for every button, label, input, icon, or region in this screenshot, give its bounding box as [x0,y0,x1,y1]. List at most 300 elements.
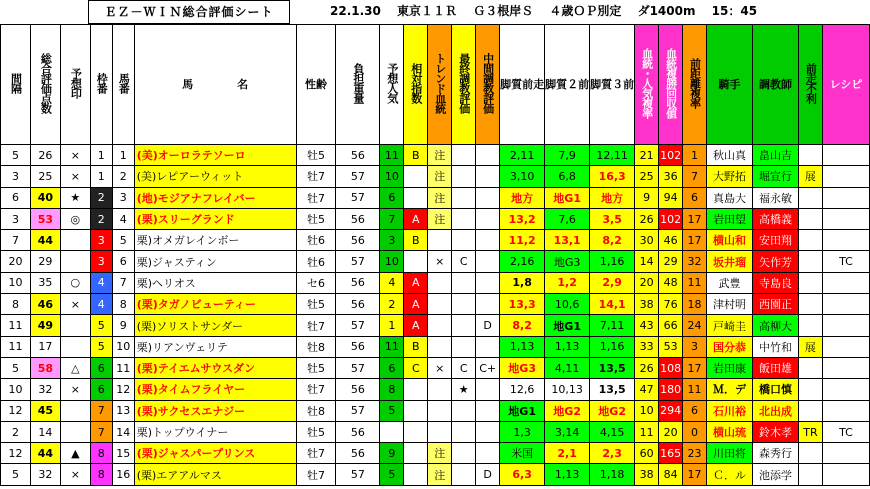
leg-3prev-cell: 12,11 [590,145,635,166]
trainer-cell: 福永敏 [752,187,798,208]
leg-3prev-cell: 1,16 [590,336,635,357]
frame-cell: 5 [90,315,112,336]
leg-prev-cell: 8,2 [500,315,545,336]
leg-3prev-cell: 13,5 [590,357,635,378]
leg-prev-cell: 2,16 [500,251,545,272]
trend-cell [428,272,452,293]
final-training-cell [452,315,476,336]
popularity-cell: 10 [380,251,404,272]
frame-cell: 3 [90,230,112,251]
leg-3prev-cell: 14,1 [590,294,635,315]
horse-number-cell: 16 [112,464,134,485]
horse-name-cell: 栗)オメガレインボー [134,230,296,251]
score-cell: 46 [30,294,60,315]
recipe-cell: TC [822,251,869,272]
score-cell: 14 [30,421,60,442]
recipe-cell [822,230,869,251]
horse-number-cell: 13 [112,400,134,421]
trend-cell: 注 [428,208,452,229]
score-cell: 53 [30,208,60,229]
weight-cell: 57 [336,400,380,421]
leg-2prev-cell: 地G3 [545,251,590,272]
interval-cell: 10 [1,272,31,293]
blood-popularity-cell: 21 [635,145,659,166]
final-training-cell: ★ [452,379,476,400]
jockey-cell: Ｍ．デ [707,379,753,400]
jockey-cell: 秋山真 [707,145,753,166]
popularity-cell: 11 [380,145,404,166]
trend-cell: × [428,357,452,378]
col-frame-number: 枠番 [90,25,112,145]
relative-index-cell: A [404,294,428,315]
frame-cell: 3 [90,251,112,272]
sex-age-cell: 牡5 [296,294,336,315]
final-training-cell [452,464,476,485]
mark-cell [60,251,90,272]
blood-recovery-cell: 94 [659,187,683,208]
blood-popularity-cell: 11 [635,421,659,442]
horse-row [1,294,870,315]
horse-name-cell: 栗)ジャスティン [134,251,296,272]
weight-cell: 57 [336,187,380,208]
frame-cell: 7 [90,421,112,442]
trainer-cell: 飯田雄 [752,357,798,378]
prev-disadvantage-cell [798,208,822,229]
col-mid-training: 中間調教評価 [476,25,500,145]
horse-number-cell: 4 [112,208,134,229]
score-cell: 44 [30,230,60,251]
col-leg-3prev: 脚質３前 [590,25,635,145]
sex-age-cell: 牡8 [296,336,336,357]
col-weight: 負担重量 [336,25,380,145]
mark-cell: × [60,145,90,166]
blood-popularity-cell: 9 [635,187,659,208]
prev-disadvantage-cell [798,443,822,464]
interval-cell: 11 [1,336,31,357]
col-blood-popularity: 血統・人気複率 [635,25,659,145]
prev-disadvantage-cell [798,294,822,315]
leg-2prev-cell: 7,9 [545,145,590,166]
col-horse-number: 馬番 [112,25,134,145]
prev-disadvantage-cell [798,230,822,251]
leg-prev-cell: 地G3 [500,357,545,378]
horse-row [1,379,870,400]
leg-2prev-cell: 1,13 [545,336,590,357]
prev-distance-cell: 17 [683,230,707,251]
trainer-cell: 鈴木孝 [752,421,798,442]
blood-popularity-cell: 25 [635,166,659,187]
blood-recovery-cell: 20 [659,421,683,442]
horse-number-cell: 8 [112,294,134,315]
interval-cell: 11 [1,315,31,336]
blood-popularity-cell: 26 [635,357,659,378]
leg-2prev-cell: 13,1 [545,230,590,251]
mark-cell: × [60,379,90,400]
horse-row [1,315,870,336]
col-horse-name: 馬 名 [134,25,296,145]
sex-age-cell: 牡8 [296,400,336,421]
frame-cell: 1 [90,145,112,166]
leg-2prev-cell: 7,6 [545,208,590,229]
relative-index-cell [404,464,428,485]
recipe-cell [822,357,869,378]
col-leg-2prev: 脚質２前 [545,25,590,145]
mid-training-cell [476,145,500,166]
trend-cell: 注 [428,464,452,485]
leg-3prev-cell: 3,5 [590,208,635,229]
blood-popularity-cell: 38 [635,464,659,485]
prev-distance-cell: 3 [683,336,707,357]
leg-3prev-cell: 13,5 [590,379,635,400]
frame-cell: 5 [90,336,112,357]
score-cell: 17 [30,336,60,357]
prev-distance-cell: 1 [683,145,707,166]
score-cell: 40 [30,187,60,208]
relative-index-cell [404,379,428,400]
col-recipe: レシピ [822,25,869,145]
prev-disadvantage-cell [798,145,822,166]
mid-training-cell [476,251,500,272]
relative-index-cell: C [404,357,428,378]
recipe-cell: TC [822,421,869,442]
leg-3prev-cell: 7,11 [590,315,635,336]
leg-prev-cell: 地方 [500,187,545,208]
mark-cell: ▲ [60,443,90,464]
trend-cell [428,294,452,315]
score-cell: 58 [30,357,60,378]
interval-cell: 10 [1,379,31,400]
blood-recovery-cell: 102 [659,145,683,166]
sex-age-cell: 牡6 [296,230,336,251]
frame-cell: 6 [90,357,112,378]
trainer-cell: 安田翔 [752,230,798,251]
horse-name-cell: (美)オーロラテソーロ [134,145,296,166]
leg-2prev-cell: 1,2 [545,272,590,293]
final-training-cell [452,230,476,251]
header-row [1,25,870,145]
weight-cell: 56 [336,145,380,166]
leg-3prev-cell: 1,16 [590,251,635,272]
score-cell: 32 [30,379,60,400]
jockey-cell: 真島大 [707,187,753,208]
horse-name-cell: (栗)テイエムサウスダン [134,357,296,378]
popularity-cell: 3 [380,230,404,251]
sex-age-cell: 牡7 [296,315,336,336]
frame-cell: 2 [90,187,112,208]
prev-distance-cell: 11 [683,272,707,293]
trend-cell: × [428,251,452,272]
col-trend-blood: トレンド血統 [428,25,452,145]
horse-number-cell: 6 [112,251,134,272]
leg-2prev-cell: 地G2 [545,400,590,421]
col-prediction-mark: 予想印 [60,25,90,145]
blood-popularity-cell: 38 [635,294,659,315]
final-training-cell: C [452,357,476,378]
blood-popularity-cell: 10 [635,400,659,421]
relative-index-cell [404,400,428,421]
leg-2prev-cell: 地G1 [545,187,590,208]
leg-2prev-cell: 3,14 [545,421,590,442]
blood-recovery-cell: 76 [659,294,683,315]
prev-distance-cell: 0 [683,421,707,442]
horse-row [1,272,870,293]
blood-popularity-cell: 60 [635,443,659,464]
jockey-cell: 津村明 [707,294,753,315]
mid-training-cell [476,400,500,421]
blood-recovery-cell: 294 [659,400,683,421]
popularity-cell: 5 [380,464,404,485]
prev-disadvantage-cell [798,187,822,208]
leg-3prev-cell: 16,3 [590,166,635,187]
final-training-cell [452,187,476,208]
prev-disadvantage-cell [798,251,822,272]
final-training-cell [452,208,476,229]
weight-cell: 57 [336,251,380,272]
horse-number-cell: 9 [112,315,134,336]
blood-recovery-cell: 36 [659,166,683,187]
horse-name-cell: (栗)エアアルマス [134,464,296,485]
horse-number-cell: 1 [112,145,134,166]
horse-row [1,464,870,485]
weight-cell: 57 [336,166,380,187]
jockey-cell: 岩田康 [707,357,753,378]
weight-cell: 57 [336,315,380,336]
prev-disadvantage-cell: 展 [798,166,822,187]
trend-cell [428,379,452,400]
recipe-cell [822,166,869,187]
frame-cell: 8 [90,464,112,485]
leg-3prev-cell: 地G2 [590,400,635,421]
trainer-cell: 森秀行 [752,443,798,464]
popularity-cell: 10 [380,166,404,187]
score-cell: 44 [30,443,60,464]
blood-popularity-cell: 26 [635,208,659,229]
prev-distance-cell: 11 [683,379,707,400]
prev-distance-cell: 23 [683,443,707,464]
blood-recovery-cell: 53 [659,336,683,357]
prev-disadvantage-cell [798,464,822,485]
horse-row [1,187,870,208]
leg-2prev-cell: 10,13 [545,379,590,400]
final-training-cell [452,400,476,421]
score-cell: 29 [30,251,60,272]
trainer-cell: 高橋義 [752,208,798,229]
trainer-cell: 畠山吉 [752,145,798,166]
popularity-cell: 1 [380,315,404,336]
leg-3prev-cell: 2,3 [590,443,635,464]
leg-2prev-cell: 10,6 [545,294,590,315]
trend-cell [428,400,452,421]
sex-age-cell: 牡5 [296,357,336,378]
race-info: 22.1.30 東京１１Ｒ Ｇ３根岸Ｓ ４歳ＯＰ別定 ダ1400m 15：45 [330,4,758,18]
prev-distance-cell: 32 [683,251,707,272]
recipe-cell [822,208,869,229]
prev-disadvantage-cell [798,272,822,293]
horse-name-cell: 栗)リアンヴェリテ [134,336,296,357]
horse-row [1,336,870,357]
col-popularity: 予想人気 [380,25,404,145]
leg-2prev-cell: 6,8 [545,166,590,187]
blood-recovery-cell: 48 [659,272,683,293]
jockey-cell: 川田将 [707,443,753,464]
weight-cell: 57 [336,357,380,378]
mid-training-cell [476,379,500,400]
sex-age-cell: 牡5 [296,208,336,229]
relative-index-cell: B [404,145,428,166]
interval-cell: 2 [1,421,31,442]
horse-number-cell: 10 [112,336,134,357]
horse-row [1,208,870,229]
prev-disadvantage-cell: TR [798,421,822,442]
trainer-cell: 高柳大 [752,315,798,336]
col-jockey: 騎手 [707,25,753,145]
horse-name-cell: (地)モジアナフレイバー [134,187,296,208]
mark-cell: × [60,294,90,315]
horse-row [1,145,870,166]
blood-recovery-cell: 165 [659,443,683,464]
prev-disadvantage-cell [798,315,822,336]
horse-name-cell: (美)レピアーウィット [134,166,296,187]
jockey-cell: Ｃ．ル [707,464,753,485]
relative-index-cell [404,251,428,272]
col-relative-index: 相対指数 [404,25,428,145]
trend-cell: 注 [428,187,452,208]
col-interval: 間隔 [1,25,31,145]
recipe-cell [822,400,869,421]
recipe-cell [822,294,869,315]
trend-cell: 注 [428,443,452,464]
col-trainer: 調教師 [752,25,798,145]
relative-index-cell [404,187,428,208]
recipe-cell [822,336,869,357]
mark-cell: ○ [60,272,90,293]
frame-cell: 4 [90,272,112,293]
score-cell: 49 [30,315,60,336]
final-training-cell [452,294,476,315]
jockey-cell: 坂井瑠 [707,251,753,272]
mid-training-cell [476,230,500,251]
leg-prev-cell: 1,3 [500,421,545,442]
mark-cell: × [60,464,90,485]
horse-row [1,443,870,464]
frame-cell: 7 [90,400,112,421]
leg-3prev-cell: 2,9 [590,272,635,293]
recipe-cell [822,443,869,464]
leg-3prev-cell: 4,15 [590,421,635,442]
leg-prev-cell: 3,10 [500,166,545,187]
trend-cell: 注 [428,145,452,166]
prev-disadvantage-cell: 展 [798,336,822,357]
horse-row [1,357,870,378]
leg-prev-cell: 1,8 [500,272,545,293]
trend-cell [428,421,452,442]
leg-prev-cell: 11,2 [500,230,545,251]
recipe-cell [822,379,869,400]
recipe-cell [822,464,869,485]
sex-age-cell: 牡7 [296,464,336,485]
interval-cell: 7 [1,230,31,251]
mark-cell: △ [60,357,90,378]
prev-distance-cell: 6 [683,187,707,208]
popularity-cell: 9 [380,443,404,464]
horse-name-cell: (栗)スリーグランド [134,208,296,229]
mid-training-cell [476,187,500,208]
score-cell: 35 [30,272,60,293]
horse-number-cell: 3 [112,187,134,208]
popularity-cell [380,421,404,442]
prev-distance-cell: 7 [683,166,707,187]
blood-popularity-cell: 30 [635,230,659,251]
sex-age-cell: 牡7 [296,166,336,187]
score-cell: 45 [30,400,60,421]
horse-name-cell: (栗)タガノビューティー [134,294,296,315]
final-training-cell [452,443,476,464]
title-bar [0,0,870,22]
horse-rows [1,145,870,486]
prev-distance-cell: 17 [683,357,707,378]
mark-cell [60,315,90,336]
final-training-cell [452,421,476,442]
blood-recovery-cell: 66 [659,315,683,336]
horse-name-cell: (栗)ジャスパープリンス [134,443,296,464]
frame-cell: 1 [90,166,112,187]
leg-prev-cell: 米国 [500,443,545,464]
interval-cell: 3 [1,208,31,229]
leg-2prev-cell: 4,11 [545,357,590,378]
col-blood-recovery: 血統複勝回収値 [659,25,683,145]
weight-cell: 56 [336,336,380,357]
horse-row [1,166,870,187]
relative-index-cell: B [404,230,428,251]
popularity-cell: 8 [380,379,404,400]
final-training-cell [452,272,476,293]
mid-training-cell: D [476,315,500,336]
leg-prev-cell: 6,3 [500,464,545,485]
popularity-cell: 7 [380,208,404,229]
relative-index-cell: B [404,336,428,357]
frame-cell: 6 [90,379,112,400]
col-prev-disadvantage: 前走不利 [798,25,822,145]
trend-cell [428,315,452,336]
horse-row [1,251,870,272]
horse-row [1,421,870,442]
interval-cell: 5 [1,357,31,378]
leg-prev-cell: 1,13 [500,336,545,357]
final-training-cell: C [452,251,476,272]
leg-prev-cell: 2,11 [500,145,545,166]
score-cell: 26 [30,145,60,166]
mid-training-cell [476,421,500,442]
horse-name-cell: 栗)トップウイナー [134,421,296,442]
mid-training-cell [476,443,500,464]
relative-index-cell: A [404,208,428,229]
horse-row [1,230,870,251]
trend-cell: 注 [428,166,452,187]
popularity-cell: 6 [380,187,404,208]
mark-cell [60,230,90,251]
col-sex-age: 性齢 [296,25,336,145]
relative-index-cell [404,421,428,442]
recipe-cell [822,187,869,208]
horse-name-cell: (栗)サクセスエナジー [134,400,296,421]
recipe-cell [822,145,869,166]
sex-age-cell: 牡7 [296,379,336,400]
sex-age-cell: 牡5 [296,421,336,442]
mid-training-cell: D [476,464,500,485]
mid-training-cell [476,336,500,357]
prev-distance-cell: 17 [683,208,707,229]
mark-cell [60,421,90,442]
